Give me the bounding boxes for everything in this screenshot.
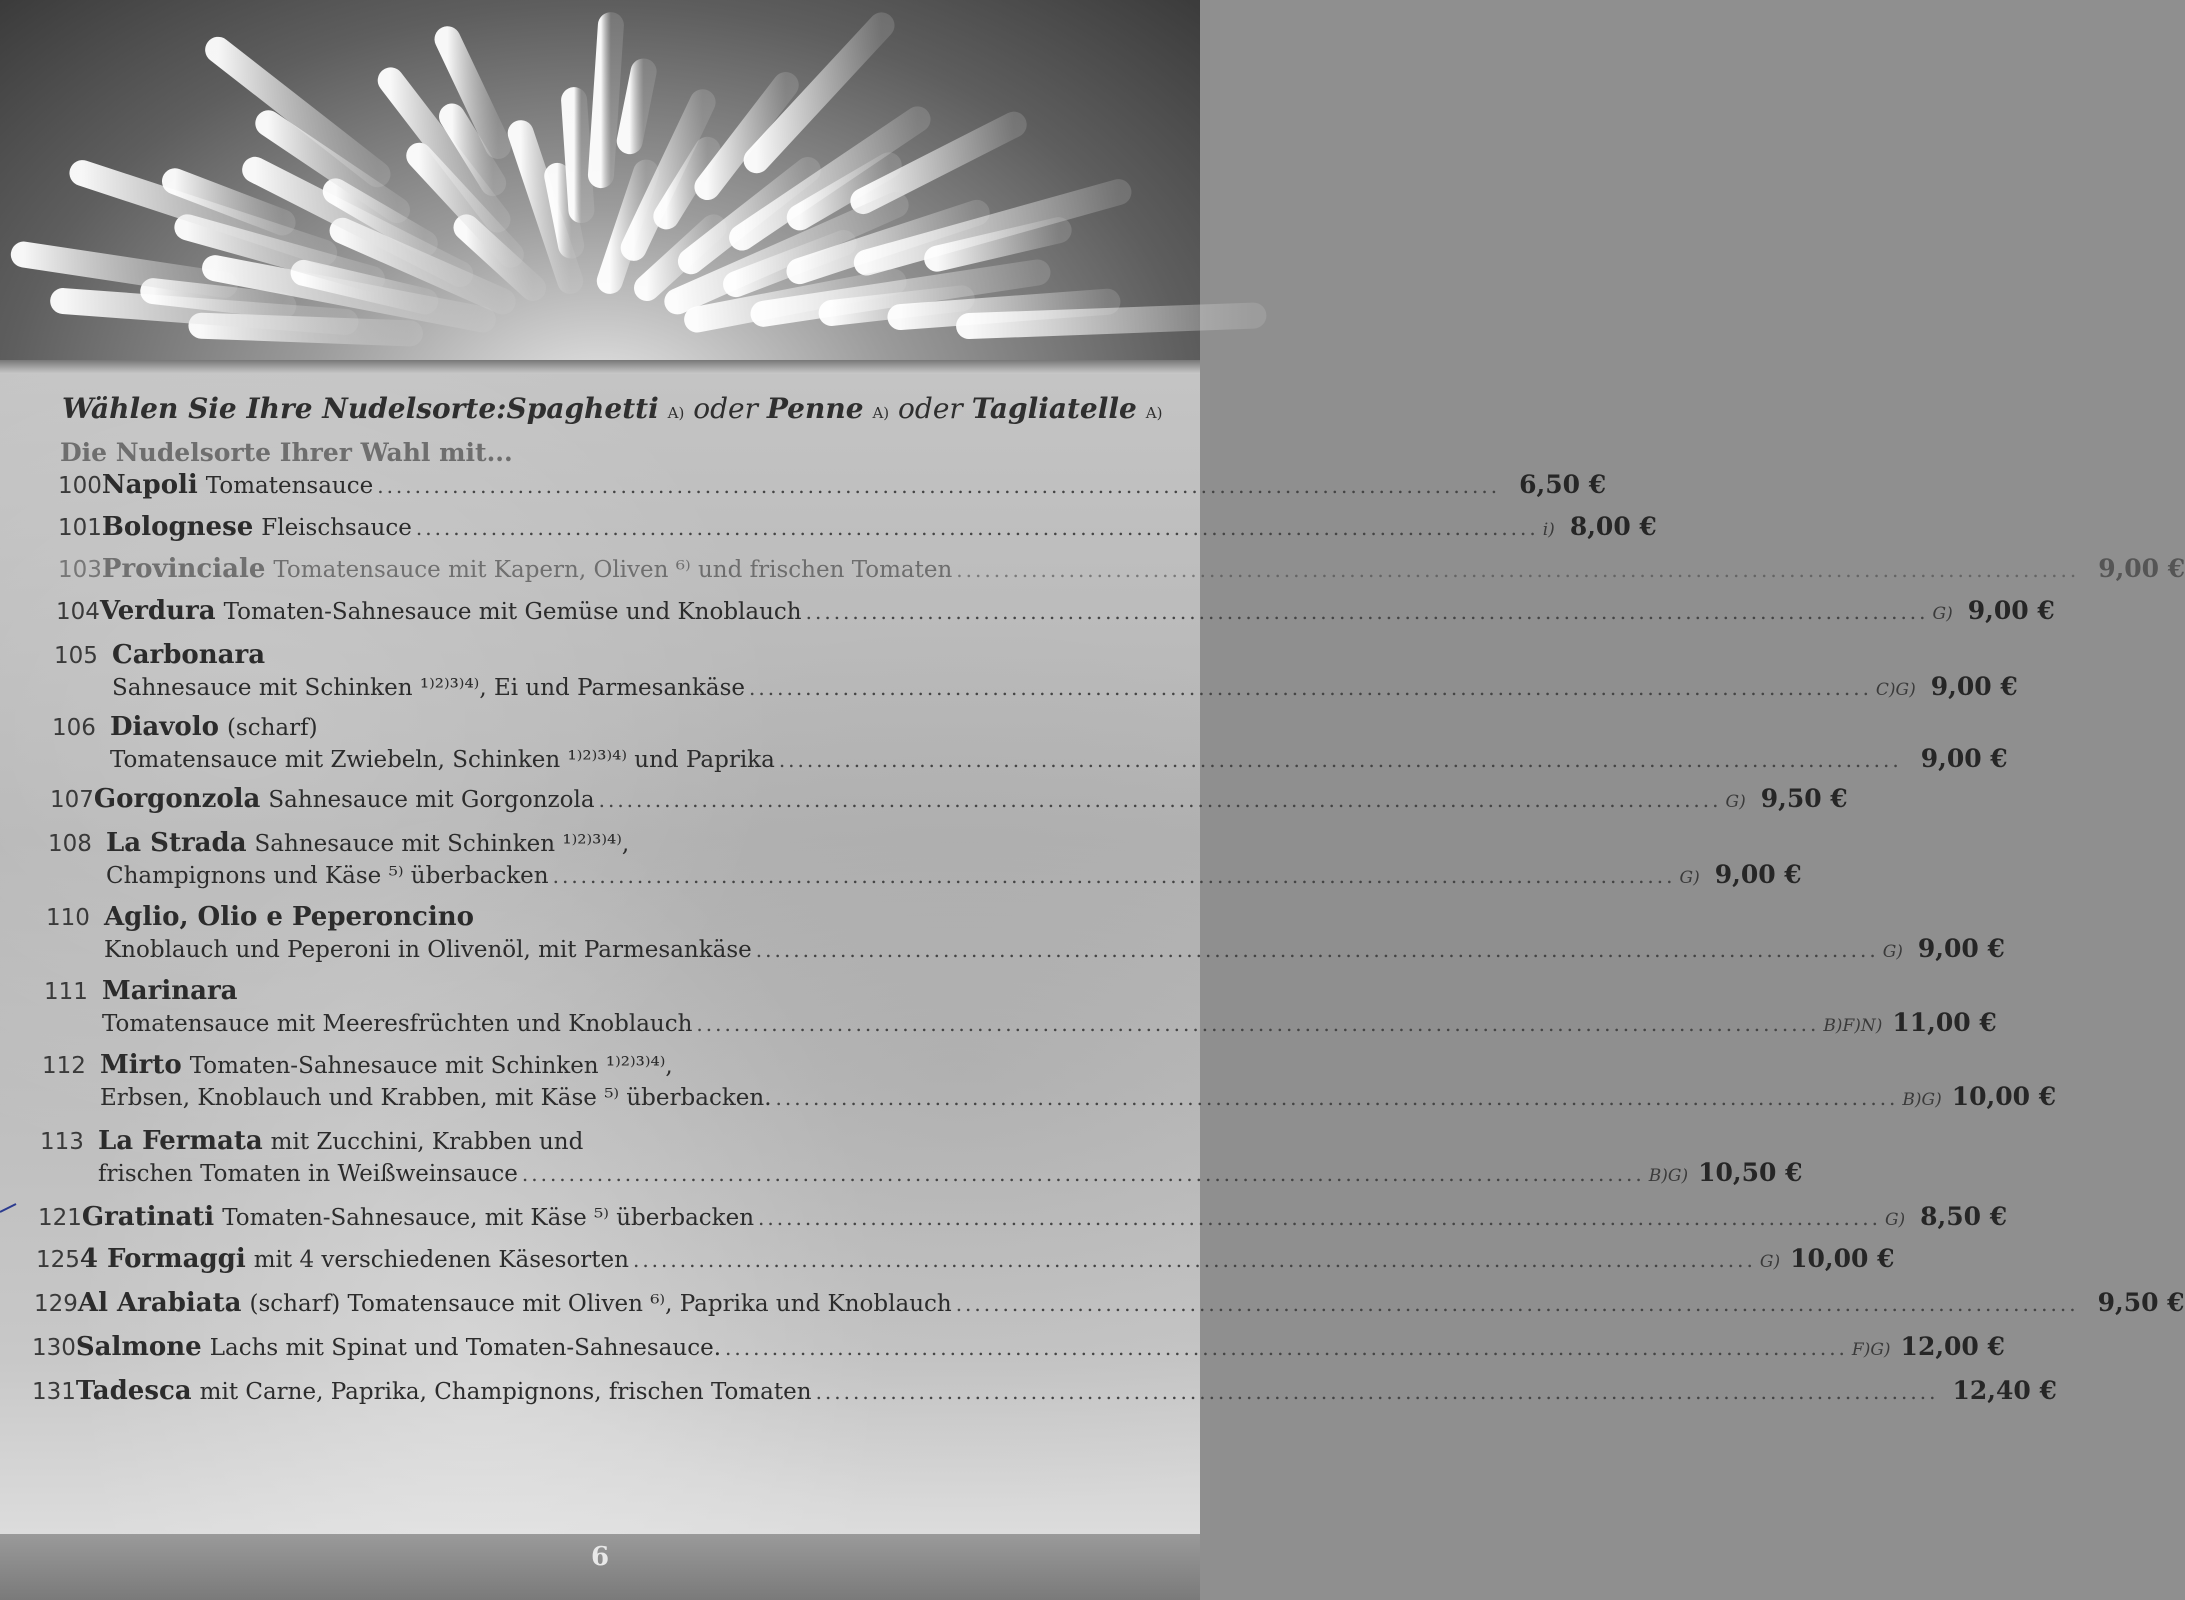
item-number: 108 xyxy=(48,831,92,857)
menu-items xyxy=(0,374,2185,1534)
item-number: 129 xyxy=(34,1291,78,1317)
item-description-line2: Champignons und Käse ⁵⁾ überbacken xyxy=(106,863,549,889)
menu-item xyxy=(46,902,2005,966)
leader-dots: ........................................................................................................................ xyxy=(805,600,1929,624)
item-number: 131 xyxy=(32,1379,76,1405)
spaghetti-strand xyxy=(969,316,1253,326)
item-number: 112 xyxy=(42,1053,86,1079)
item-description: Tomatensauce mit Kapern, Oliven ⁶⁾ und frischen Tomaten xyxy=(273,557,953,583)
menu-item xyxy=(52,712,2008,776)
item-name: Salmone xyxy=(75,1332,202,1362)
item-allergens: G) xyxy=(1725,792,1746,812)
item-number: 121 xyxy=(38,1205,82,1231)
item-allergens: G) xyxy=(1679,868,1700,888)
item-description-line2: Tomatensauce mit Zwiebeln, Schinken ¹⁾²⁾³⁾⁴⁾ und Paprika xyxy=(110,747,775,773)
item-price: 8,00 € xyxy=(1569,512,1657,541)
leader-dots: ........................................................................................................................ xyxy=(956,558,2080,582)
leader-dots: ........................................................................................................................ xyxy=(755,938,1879,962)
menu-item xyxy=(34,1288,2185,1320)
item-price: 9,00 € xyxy=(1920,744,2008,773)
pasta-tagliatelle: Tagliatelle xyxy=(971,392,1137,425)
leader-dots: ........................................................................................................................ xyxy=(521,1162,1645,1186)
item-price: 8,50 € xyxy=(1920,1202,2008,1231)
item-number: 101 xyxy=(58,515,102,541)
pasta-penne: Penne xyxy=(766,392,864,425)
item-price: 9,00 € xyxy=(1930,672,2018,701)
item-name: Tadesca xyxy=(75,1376,192,1406)
item-allergens: G) xyxy=(1759,1252,1781,1272)
subheading: Die Nudelsorte Ihrer Wahl mit... xyxy=(60,438,513,467)
item-price: 9,50 € xyxy=(1760,784,1848,813)
item-allergens: B)F)N) xyxy=(1823,1016,1883,1036)
spaghetti-strand xyxy=(630,71,644,141)
spaghetti-burst-image xyxy=(0,0,1200,372)
item-name: Gorgonzola xyxy=(93,784,261,814)
item-description: Tomaten-Sahnesauce mit Schinken ¹⁾²⁾³⁾⁴⁾, xyxy=(189,1053,673,1079)
item-allergens: i) xyxy=(1542,520,1555,540)
or-word: oder xyxy=(693,392,758,425)
item-description-line2: Sahnesauce mit Schinken ¹⁾²⁾³⁾⁴⁾, Ei und Parmesankäse xyxy=(112,675,746,701)
item-allergens: G) xyxy=(1882,942,1903,962)
item-name: Mirto xyxy=(100,1050,182,1080)
item-name: La Strada xyxy=(106,828,247,858)
item-price: 9,50 € xyxy=(2097,1288,2185,1317)
spaghetti-strand xyxy=(24,255,225,285)
item-description-line2: Tomatensauce mit Meeresfrüchten und Knoblauch xyxy=(102,1011,693,1037)
item-number: 103 xyxy=(58,557,102,583)
item-description: Lachs mit Spinat und Tomaten-Sahnesauce. xyxy=(209,1335,722,1361)
leader-dots: ........................................................................................................................ xyxy=(815,1380,1939,1404)
allergen-spaghetti: A) xyxy=(667,404,685,422)
item-allergens: F)G) xyxy=(1851,1340,1891,1360)
item-description: (scharf) Tomatensauce mit Oliven ⁶⁾, Paprika und Knoblauch xyxy=(249,1291,952,1317)
item-description: mit Zucchini, Krabben und xyxy=(270,1129,584,1155)
item-price: 6,50 € xyxy=(1519,470,1607,499)
menu-item xyxy=(48,828,1802,892)
item-price: 9,00 € xyxy=(1714,860,1802,889)
item-price: 10,50 € xyxy=(1698,1158,1803,1187)
leader-dots: ........................................................................................................................ xyxy=(598,788,1722,812)
leader-dots: ........................................................................................................................ xyxy=(725,1336,1848,1360)
item-name: La Fermata xyxy=(98,1126,263,1156)
item-name: Marinara xyxy=(102,976,238,1006)
menu-item xyxy=(56,596,2055,628)
pasta-photo xyxy=(0,0,1200,372)
leader-dots: ........................................................................................................................ xyxy=(955,1292,2079,1316)
allergen-tagliatelle: A) xyxy=(1145,404,1163,422)
menu-item xyxy=(42,1050,2057,1114)
item-number: 130 xyxy=(32,1335,76,1361)
menu-content xyxy=(0,374,2185,1534)
item-name: Carbonara xyxy=(112,640,266,670)
menu-item xyxy=(44,976,1997,1040)
item-price: 10,00 € xyxy=(1790,1244,1895,1273)
leader-dots: ........................................................................................................................ xyxy=(415,516,1539,540)
photo-edge xyxy=(0,360,1200,374)
item-description-line2: Knoblauch und Peperoni in Olivenöl, mit Parmesankäse xyxy=(104,937,752,963)
item-number: 111 xyxy=(44,979,88,1005)
item-description-line2: Erbsen, Knoblauch und Krabben, mit Käse ⁵⁾ überbacken. xyxy=(100,1085,772,1111)
item-number: 106 xyxy=(52,715,96,741)
item-name: Provinciale xyxy=(101,554,266,584)
item-number: 100 xyxy=(58,473,102,499)
item-allergens: B)G) xyxy=(1902,1090,1942,1110)
leader-dots: ........................................................................................................................ xyxy=(778,748,1902,772)
leader-dots: ........................................................................................................................ xyxy=(775,1086,1899,1110)
item-description: Sahnesauce mit Gorgonzola xyxy=(268,787,595,813)
item-name: 4 Formaggi xyxy=(79,1244,246,1274)
item-number: 107 xyxy=(50,787,94,813)
allergen-penne: A) xyxy=(872,404,890,422)
leader-dots: ........................................................................................................................ xyxy=(696,1012,1820,1036)
leader-dots: ........................................................................................................................ xyxy=(749,676,1872,700)
item-name: Bolognese xyxy=(101,512,254,542)
item-price: 12,40 € xyxy=(1952,1376,2057,1405)
item-name: Verdura xyxy=(99,596,216,626)
menu-item xyxy=(38,1202,2008,1234)
item-number: 125 xyxy=(36,1247,80,1273)
pen-tick-mark-icon xyxy=(0,1196,24,1216)
item-price: 9,00 € xyxy=(2098,554,2185,583)
spaghetti-strand xyxy=(574,100,581,210)
item-name: Gratinati xyxy=(81,1202,215,1232)
or-word: oder xyxy=(898,392,963,425)
menu-item xyxy=(32,1376,2057,1408)
item-number: 104 xyxy=(56,599,100,625)
leader-dots: ........................................................................................................................ xyxy=(758,1206,1881,1230)
item-price: 9,00 € xyxy=(1917,934,2005,963)
item-description: Fleischsauce xyxy=(261,515,412,541)
item-allergens: B)G) xyxy=(1648,1166,1689,1186)
item-name: Diavolo xyxy=(110,712,219,742)
item-description: mit 4 verschiedenen Käsesorten xyxy=(253,1247,629,1273)
menu-item xyxy=(36,1244,1895,1276)
choose-prefix: Wählen Sie Ihre Nudelsorte: xyxy=(62,392,507,425)
menu-item xyxy=(40,1126,1803,1190)
item-number: 110 xyxy=(46,905,90,931)
item-name: Al Arabiata xyxy=(77,1288,242,1318)
item-description: mit Carne, Paprika, Champignons, frischen Tomaten xyxy=(199,1379,812,1405)
spaghetti-strand xyxy=(601,25,611,175)
page-number: 6 xyxy=(590,1542,610,1572)
menu-item xyxy=(54,640,2018,704)
item-description-line2: frischen Tomaten in Weißweinsauce xyxy=(98,1161,518,1187)
menu-item xyxy=(58,470,1607,502)
item-price: 11,00 € xyxy=(1892,1008,1997,1037)
menu-item xyxy=(50,784,1848,816)
item-price: 12,00 € xyxy=(1900,1332,2005,1361)
item-description: (scharf) xyxy=(226,715,318,741)
item-allergens: G) xyxy=(1932,604,1953,624)
item-name: Aglio, Olio e Peperoncino xyxy=(104,902,474,932)
item-number: 105 xyxy=(54,643,98,669)
item-description: Tomaten-Sahnesauce mit Gemüse und Knoblauch xyxy=(223,599,802,625)
menu-item xyxy=(32,1332,2005,1364)
item-description: Tomaten-Sahnesauce, mit Käse ⁵⁾ überbacken xyxy=(222,1205,755,1231)
item-description: Tomatensauce xyxy=(205,473,374,499)
leader-dots: ........................................................................................................................ xyxy=(377,474,1501,498)
item-name: Napoli xyxy=(101,470,198,500)
item-description: Sahnesauce mit Schinken ¹⁾²⁾³⁾⁴⁾, xyxy=(254,831,630,857)
leader-dots: ........................................................................................................................ xyxy=(552,864,1676,888)
menu-item xyxy=(58,554,2185,586)
item-price: 9,00 € xyxy=(1967,596,2055,625)
item-allergens: G) xyxy=(1884,1210,1906,1230)
item-number: 113 xyxy=(40,1129,84,1155)
pasta-spaghetti: Spaghetti xyxy=(506,392,659,425)
item-allergens: C)G) xyxy=(1875,680,1916,700)
item-price: 10,00 € xyxy=(1951,1082,2057,1111)
leader-dots: ........................................................................................................................ xyxy=(632,1248,1756,1272)
menu-item xyxy=(58,512,1657,544)
